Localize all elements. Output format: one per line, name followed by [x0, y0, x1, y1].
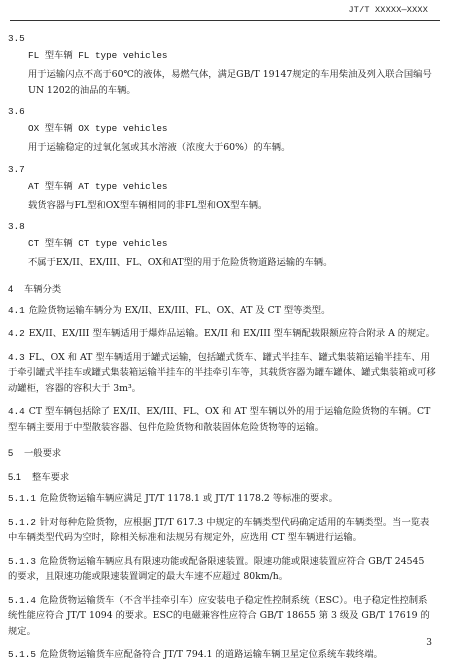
- section-heading: [8, 447, 436, 459]
- term-number: 3.8: [8, 221, 25, 232]
- clause-text: CT 型车辆包括除了 EX/II、EX/III、FL、OX 和 AT 型车辆以外的用于运输危险货物的车辆。CT 型车辆主要用于中型散装容器、包件危险货物和散装固体危险货物等的运输。: [8, 406, 431, 433]
- header-rule: [10, 20, 440, 21]
- term-title: CT 型车辆 CT type vehicles: [28, 238, 168, 249]
- clause-text: 针对每种危险货物，应根据 JT/T 617.3 中规定的车辆类型代码确定适用的车辆类型。当一览表中车辆类型代码为空时，除相关标准和法规另有规定外，应选用 CT 型车辆进行运输。: [8, 516, 430, 543]
- document-body: [8, 25, 436, 663]
- subsection-heading: [8, 471, 436, 483]
- clause: [8, 593, 436, 640]
- term-number: 3.7: [8, 163, 25, 175]
- page-number: 3: [426, 638, 432, 648]
- clause: [8, 491, 436, 507]
- clause-text: 危险货物运输车辆应满足 JT/T 1178.1 或 JT/T 1178.2 等标准的要求。: [39, 493, 338, 504]
- term-title: OX 型车辆 OX type vehicles: [28, 123, 168, 134]
- subsection-title: 整车要求: [32, 472, 70, 482]
- clause-number: 4.4: [8, 406, 25, 417]
- clause: [8, 554, 436, 585]
- section-title: 车辆分类: [24, 283, 62, 294]
- term-definition: 用于运输闪点不高于60℃的液体，易燃气体，满足GB/T 19147规定的车用柴油及列入联合国编号UN 1202的油品的车辆。: [28, 69, 432, 96]
- term-title: AT 型车辆 AT type vehicles: [28, 180, 168, 192]
- clause-text: 危险货物运输车辆分为 EX/II、EX/III、FL、OX、AT 及 CT 型等类型。: [28, 304, 331, 316]
- document-code: JT/T XXXXX—XXXX: [348, 5, 428, 15]
- clause: [8, 326, 436, 342]
- clause: [8, 303, 436, 319]
- term-title: FL 型车辆 FL type vehicles: [28, 50, 168, 61]
- clause-number: 5.1.3: [8, 555, 36, 567]
- clause-number: 5.1.5: [8, 649, 36, 660]
- clause-number: 5.1.4: [8, 594, 36, 606]
- section-number: 5: [8, 448, 14, 458]
- clause: [8, 515, 436, 546]
- clause-text: FL、OX 和 AT 型车辆适用于罐式运输，包括罐式货车、罐式半挂车、罐式集装箱运输半挂车、用于牵引罐式半挂车或罐式集装箱运输半挂车的半挂牵引车等，其载货容器为罐车罐体、罐式集装箱或可移动罐柜，容器的容积大于 3m³。: [8, 351, 436, 394]
- subsection-number: 5.1: [8, 472, 21, 482]
- section-title: 一般要求: [24, 448, 62, 458]
- clause-text: 危险货物运输车辆应具有限速功能或配备限速装置。限速功能或限速装置应符合 GB/T 24545 的要求，且限速功能或限速装置调定的最大车速不应超过 80km/h。: [8, 555, 425, 582]
- clause: [8, 404, 436, 435]
- clause-number: 4.3: [8, 351, 25, 363]
- clause-text: 危险货物运输货车应配备符合 JT/T 794.1 的道路运输车辆卫星定位系统车载终端。: [39, 649, 383, 660]
- term-number: 3.6: [8, 106, 25, 117]
- clause: [8, 350, 436, 397]
- term-definition: 不属于EX/II、EX/III、FL、OX和AT型的用于危险货物道路运输的车辆。: [28, 257, 333, 268]
- clause-text: 危险货物运输货车（不含半挂牵引车）应安装电子稳定性控制系统（ESC）。电子稳定性控制系统性能应符合 JT/T 1094 的要求。ESC的电磁兼容性应符合 GB/T 18655 第 3 级及 GB/T 17619 的规定。: [8, 594, 430, 637]
- term-definition: 用于运输稳定的过氧化氢或其水溶液（浓度大于60%）的车辆。: [28, 142, 291, 153]
- section-heading: [8, 283, 436, 295]
- term-number: 3.5: [8, 33, 25, 44]
- clause-number: 4.2: [8, 328, 25, 339]
- clause-number: 5.1.1: [8, 493, 36, 504]
- term-definition: 载货容器与FL型和OX型车辆相同的非FL型和OX型车辆。: [28, 199, 268, 211]
- clause: [8, 647, 436, 663]
- clause-text: EX/II、EX/III 型车辆适用于爆炸品运输。EX/II 和 EX/III 型车辆配载限额应符合附录 A 的规定。: [28, 328, 435, 339]
- clause-number: 4.1: [8, 304, 25, 316]
- clause-number: 5.1.2: [8, 516, 36, 528]
- section-number: 4: [8, 283, 14, 294]
